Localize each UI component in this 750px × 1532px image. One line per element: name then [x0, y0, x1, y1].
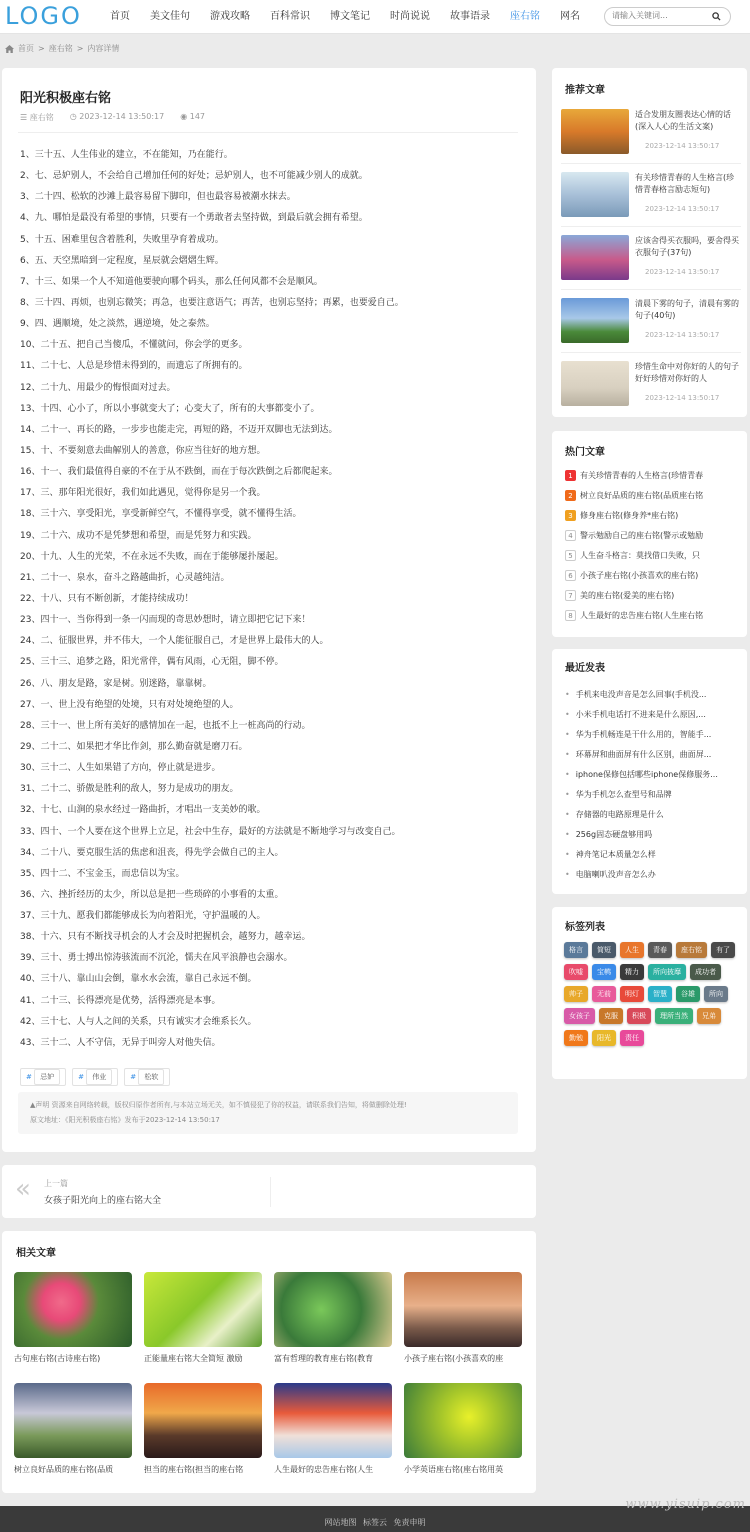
related-item[interactable]: [274, 1272, 392, 1364]
search-box: [604, 7, 731, 26]
latest-item[interactable]: • 华为手机怎么查型号和品牌: [565, 789, 672, 800]
tag-chip[interactable]: 积极: [627, 1008, 651, 1024]
article-line: 15、十、不要刻意去曲解别人的善意，你应当往好的地方想。: [20, 445, 266, 456]
recommend-item-title[interactable]: 适合发朋友圈表达心情的话(深入人心的生活文案): [635, 110, 731, 131]
tag-chip[interactable]: 所向披靡: [648, 964, 686, 980]
article-line: 32、十七、山涧的泉水经过一路曲折，才唱出一支美妙的歌。: [20, 805, 266, 816]
article-line: 30、三十二、人生如果错了方向，停止就是进步。: [20, 763, 221, 774]
article-body: [20, 145, 525, 1054]
hot-item-title[interactable]: 人生最好的忠告座右铭(人生座右铭: [580, 611, 704, 620]
article-line: 42、三十七、人与人之间的关系，只有诚实才会维系长久。: [20, 1016, 257, 1027]
tag-chip[interactable]: 谷雄: [676, 986, 700, 1002]
latest-item[interactable]: • 华为手机畅连是干什么用的，智能手...: [565, 729, 711, 740]
recommend-thumbnail[interactable]: [561, 172, 629, 217]
related-articles: [2, 1231, 536, 1493]
nav-item-home[interactable]: 首页: [110, 11, 130, 22]
nav-item-nicknames[interactable]: 网名: [560, 11, 580, 22]
recommend-item-title[interactable]: 应该舍得买衣服吗，要舍得买衣服句子(37句): [635, 236, 739, 257]
related-item-title[interactable]: 小学英语座右铭(座右铭用英: [404, 1465, 504, 1474]
article-line: 18、三十六、享受阳光，享受新鲜空气，不懂得享受，就不懂得生活。: [20, 509, 302, 520]
latest-panel: [552, 649, 747, 894]
article-line: 21、二十一、泉水，奋斗之路越曲折，心灵越纯洁。: [20, 572, 230, 583]
article-line: 33、四十、一个人要在这个世界上立足，社会中生存，最好的方法就是不断地学习与改变自己。: [20, 826, 401, 837]
article-line: 16、十一、我们最值得自豪的不在于从不跌倒，而在于每次跌倒之后都爬起来。: [20, 467, 338, 478]
rank-badge: 4: [565, 530, 576, 541]
latest-item[interactable]: • 手机来电没声音是怎么回事(手机没...: [565, 689, 706, 700]
related-item[interactable]: [404, 1383, 522, 1475]
source-link[interactable]: 原文地址：《阳光积极座右铭》发布于2023-12-14 13:50:17: [30, 1116, 220, 1124]
hot-title: 热门文章: [565, 447, 605, 458]
article-line: 27、一、世上没有绝望的处境，只有对处境绝望的人。: [20, 699, 239, 710]
article-line: 8、三十四、再烦，也别忘微笑；再急，也要注意语气；再苦，也别忘坚持；再累，也要爱自己。: [20, 297, 404, 308]
tag-chip[interactable]: 简短: [592, 942, 616, 958]
footer-tagcloud[interactable]: 标签云: [363, 1518, 387, 1527]
article-line: 31、二十二、骄傲是胜利的敌人，努力是成功的朋友。: [20, 784, 239, 795]
latest-item[interactable]: • 256g固态硬盘够用吗: [565, 829, 652, 840]
nav-item-prose[interactable]: 美文佳句: [150, 11, 190, 22]
tag-chip[interactable]: 有了: [711, 942, 735, 958]
tag-chip[interactable]: 青春: [648, 942, 672, 958]
double-chevron-left-icon: «: [15, 1174, 31, 1204]
prev-article-card[interactable]: [2, 1165, 536, 1218]
eye-icon: ◉: [180, 112, 190, 121]
hot-item[interactable]: [565, 610, 703, 621]
article-line: 6、五、天空黑暗到一定程度，星辰就会熠熠生辉。: [20, 255, 224, 266]
article-line: 41、二十三、长得漂亮是优势，活得漂亮是本事。: [20, 995, 221, 1006]
article-line: 35、四十二、不宝金玉，而忠信以为宝。: [20, 868, 185, 879]
tag-chip[interactable]: 格言: [564, 942, 588, 958]
tag-chip[interactable]: 勤勉: [564, 1030, 588, 1046]
recommend-item[interactable]: [561, 361, 741, 406]
divider: [561, 163, 741, 164]
tag-chip[interactable]: 人生: [620, 942, 644, 958]
recommend-thumbnail[interactable]: [561, 235, 629, 280]
tag-chip[interactable]: 所向: [704, 986, 728, 1002]
article-card: [2, 68, 536, 1152]
tag-chip[interactable]: 女孩子: [564, 1008, 595, 1024]
divider: [18, 132, 518, 133]
hot-item-title[interactable]: 修身座右铭(修身养*座右铭): [580, 511, 679, 520]
tag-chip[interactable]: 理所当然: [655, 1008, 693, 1024]
recommend-item-title[interactable]: 有关珍惜青春的人生格言(珍惜青春格言励志短句): [635, 173, 735, 194]
clock-icon: ◷: [69, 112, 80, 121]
article-line: 24、二、征服世界，并不伟大，一个人能征服自己，才是世界上最伟大的人。: [20, 636, 329, 647]
tagcloud-panel: [552, 907, 747, 1079]
related-item[interactable]: [14, 1383, 132, 1475]
article-line: 3、二十四、松软的沙滩上最容易留下脚印，但也最容易被潮水抹去。: [20, 192, 296, 203]
article-views: 147: [189, 112, 206, 121]
related-thumbnail[interactable]: [144, 1272, 262, 1347]
search-input[interactable]: [612, 11, 702, 20]
article-line: 7、十三、如果一个人不知道他要驶向哪个码头，那么任何风都不会是顺风。: [20, 276, 323, 287]
recommend-item-date: 2023-12-14 13:50:17: [645, 205, 720, 213]
tag-item[interactable]: # 松软: [124, 1068, 170, 1086]
tag-chip[interactable]: 阳光: [592, 1030, 616, 1046]
article-line: 25、三十三、追梦之路，阳光常伴，偶有风雨，心无阻，脚不停。: [20, 657, 284, 668]
related-item[interactable]: [144, 1383, 262, 1475]
latest-title: 最近发表: [565, 663, 605, 674]
latest-item[interactable]: • 存储器的电路原理是什么: [565, 809, 664, 820]
rank-badge: 3: [565, 510, 576, 521]
nav-item-fashion[interactable]: 时尚说说: [390, 11, 430, 22]
tag-chip[interactable]: 吹嘘: [564, 964, 588, 980]
nav-item-stories[interactable]: 故事语录: [450, 11, 490, 22]
related-item-title[interactable]: 正能量座右铭大全简短 激励: [144, 1354, 243, 1363]
related-thumbnail[interactable]: [144, 1383, 262, 1458]
article-line: 12、二十九、用最少的悔恨面对过去。: [20, 382, 176, 393]
recommend-title: 推荐文章: [565, 85, 605, 96]
hot-item[interactable]: [565, 570, 698, 581]
related-item-title[interactable]: 小孩子座右铭(小孩喜欢的座: [404, 1354, 504, 1363]
divider: [561, 226, 741, 227]
tag-chip[interactable]: 帅子: [564, 986, 588, 1002]
tag-chip[interactable]: 精力: [620, 964, 644, 980]
related-thumbnail[interactable]: [404, 1272, 522, 1347]
recommend-item[interactable]: [561, 172, 741, 217]
tag-cloud: [564, 942, 739, 1046]
article-line: 39、三十、勇士搏出惊涛骇流而不沉沦，懦夫在风平浪静也会溺水。: [20, 953, 293, 964]
tag-chip[interactable]: 克服: [599, 1008, 623, 1024]
article-line: 2、七、忌妒别人，不会给自己增加任何的好处；忌妒别人，也不可能减少别人的成就。: [20, 171, 368, 182]
recommend-thumbnail[interactable]: [561, 298, 629, 343]
prev-label: 上一篇: [44, 1179, 68, 1188]
tag-item[interactable]: # 伟业: [72, 1068, 118, 1086]
article-line: 17、三、那年阳光很好，我们如此遇见，觉得你是另一个我。: [20, 488, 266, 499]
article-date: 2023-12-14 13:50:17: [79, 112, 165, 121]
related-item[interactable]: [14, 1272, 132, 1364]
nav-item-notes[interactable]: 博文笔记: [330, 11, 370, 22]
tag-item[interactable]: # 忌妒: [20, 1068, 66, 1086]
hot-item[interactable]: [565, 550, 700, 561]
article-line: 36、六、挫折经历的太少，所以总是把一些琐碎的小事看的太重。: [20, 889, 284, 900]
nav-item-motto[interactable]: 座右铭: [510, 11, 540, 22]
home-icon: [5, 45, 14, 53]
latest-item[interactable]: • 电脑喇叭没声音怎么办: [565, 869, 656, 880]
article-title: 阳光积极座右铭: [20, 91, 112, 106]
article-line: 4、九、哪怕是最没有希望的事情，只要有一个勇敢者去坚持做，到最后就会拥有希望。: [20, 213, 368, 224]
article-line: 34、二十八、要克服生活的焦虑和沮丧，得先学会做自己的主人。: [20, 847, 284, 858]
divider: [270, 1177, 271, 1207]
tag-chip[interactable]: 明灯: [620, 986, 644, 1002]
article-line: 29、二十二、如果把才华比作剑，那么勤奋就是磨刀石。: [20, 741, 248, 752]
top-bar: [0, 0, 750, 34]
hot-item[interactable]: [565, 590, 674, 601]
tag-chip[interactable]: 兄弟: [697, 1008, 721, 1024]
latest-item[interactable]: • 环幕屏和曲面屏有什么区别，曲面屏...: [565, 749, 711, 760]
article-tags: [20, 1068, 170, 1086]
article-line: 14、二十一、再长的路，一步步也能走完，再短的路，不迈开双脚也无法到达。: [20, 424, 338, 435]
latest-item[interactable]: • 小米手机电话打不进来是什么原因,...: [565, 709, 706, 720]
hot-item-title[interactable]: 警示勉励自己的座右铭(警示或勉励: [580, 531, 704, 540]
related-thumbnail[interactable]: [274, 1272, 392, 1347]
breadcrumb: 首页 > 座右铭 > 内容详情: [5, 43, 119, 54]
recommend-item-title[interactable]: 清晨下雾的句子，清晨有雾的句子(40句): [635, 299, 739, 320]
recommend-panel: [552, 68, 747, 417]
tag-chip[interactable]: 无前: [592, 986, 616, 1002]
tag-chip[interactable]: 成功者: [690, 964, 721, 980]
related-item[interactable]: [144, 1272, 262, 1364]
rank-badge: 1: [565, 470, 576, 481]
article-line: 20、十九、人生的光荣，不在永远不失败，而在于能够屡扑屡起。: [20, 551, 284, 562]
related-item-title[interactable]: 担当的座右铭(担当的座右铭: [144, 1465, 244, 1474]
related-thumbnail[interactable]: [14, 1272, 132, 1347]
footer-disclaimer[interactable]: 免责申明: [393, 1518, 426, 1527]
recommend-item-date: 2023-12-14 13:50:17: [645, 394, 720, 402]
recommend-item[interactable]: [561, 298, 741, 343]
prev-title[interactable]: 女孩子阳光向上的座右铭大全: [44, 1196, 162, 1206]
hot-item-title[interactable]: 小孩子座右铭(小孩喜欢的座右铭): [580, 571, 699, 580]
rank-badge: 5: [565, 550, 576, 561]
breadcrumb-current: 内容详情: [87, 44, 120, 53]
site-logo[interactable]: LOGO: [5, 2, 82, 30]
recommend-item-date: 2023-12-14 13:50:17: [645, 268, 720, 276]
hot-item-title[interactable]: 美的座右铭(爱美的座右铭): [580, 591, 675, 600]
article-line: 23、四十一、当你得到一条一闪而现的奇思妙想时，请立即把它记下来！: [20, 615, 311, 626]
breadcrumb-home[interactable]: 首页: [18, 44, 34, 53]
tag-chip[interactable]: 座右铭: [676, 942, 707, 958]
article-line: 22、十八、只有不断创新，才能持续成功！: [20, 593, 194, 604]
recommend-thumbnail[interactable]: [561, 361, 629, 406]
rank-badge: 8: [565, 610, 576, 621]
footer-sitemap[interactable]: 网站地图: [324, 1518, 357, 1527]
latest-item[interactable]: • iphone保修包括哪些iphone保修服务...: [565, 769, 718, 780]
hot-item[interactable]: [565, 490, 703, 501]
hot-item-title[interactable]: 树立良好品质的座右铭(品质座右铭: [580, 491, 704, 500]
article-line: 10、二十五、把自己当傻瓜，不懂就问，你会学的更多。: [20, 340, 248, 351]
article-line: 28、三十一、世上所有美好的感情加在一起，也抵不上一桩高尚的行动。: [20, 720, 311, 731]
related-item-title[interactable]: 富有哲理的教育座右铭(教育: [274, 1354, 374, 1363]
article-line: 1、三十五、人生伟业的建立，不在能知，乃在能行。: [20, 150, 233, 160]
tagcloud-title: 标签列表: [565, 922, 605, 933]
article-line: 9、四、遇顺境，处之淡然，遇逆境，处之泰然。: [20, 319, 215, 330]
breadcrumb-category[interactable]: 座右铭: [48, 44, 73, 53]
article-line: 40、三十八、靠山山会倒，靠水水会流，靠自己永远不倒。: [20, 974, 257, 985]
recommend-item[interactable]: [561, 109, 741, 154]
article-meta: [20, 112, 205, 123]
search-icon[interactable]: [712, 12, 721, 21]
tag-chip[interactable]: 智慧: [648, 986, 672, 1002]
nav-item-encyclopedia[interactable]: 百科常识: [270, 11, 310, 22]
article-line: 19、二十六、成功不是凭梦想和希望，而是凭努力和实践。: [20, 530, 257, 541]
related-title: 相关文章: [16, 1248, 56, 1259]
hot-item[interactable]: [565, 470, 703, 481]
watermark: www.yisuip.com: [625, 1497, 746, 1512]
rank-badge: 2: [565, 490, 576, 501]
article-line: 38、十六、只有不断找寻机会的人才会及时把握机会，越努力，越幸运。: [20, 932, 311, 943]
related-item-title[interactable]: 古句座右铭(古诗座右铭): [14, 1354, 101, 1363]
related-thumbnail[interactable]: [274, 1383, 392, 1458]
hot-item-title[interactable]: 人生奋斗格言：莫找借口失败，只: [580, 551, 700, 560]
recommend-item-date: 2023-12-14 13:50:17: [645, 331, 720, 339]
rank-badge: 7: [565, 590, 576, 601]
rank-badge: 6: [565, 570, 576, 581]
recommend-thumbnail[interactable]: [561, 109, 629, 154]
related-thumbnail[interactable]: [404, 1383, 522, 1458]
article-line: 43、三十二、人不守信，无异于叫旁人对他失信。: [20, 1037, 221, 1048]
main-nav: [100, 0, 590, 34]
related-item-title[interactable]: 树立良好品质的座右铭(品质: [14, 1465, 114, 1474]
warning-icon: ▲: [30, 1101, 36, 1109]
list-icon: ☰: [20, 113, 30, 122]
nav-item-games[interactable]: 游戏攻略: [210, 11, 250, 22]
article-line: 5、十五、困难里包含着胜利，失败里孕育着成功。: [20, 234, 224, 245]
copyright-notice: ▲声明 资源来自网络转载，版权归原作者所有,与本站立场无关，如不慎侵犯了你的权益，请联系我们告知，将做删除处理! 原文地址：《阳光积极座右铭》发布于2023-12-14 13:50:17: [18, 1092, 518, 1134]
hot-panel: [552, 431, 747, 637]
related-item[interactable]: [274, 1383, 392, 1475]
article-line: 13、十四、心小了，所以小事就变大了；心变大了，所有的大事都变小了。: [20, 403, 320, 414]
related-item[interactable]: [404, 1272, 522, 1364]
article-line: 26、八、朋友是路，家是树。别迷路，靠靠树。: [20, 678, 212, 689]
latest-item[interactable]: • 神舟笔记本质量怎么样: [565, 849, 656, 860]
tag-chip[interactable]: 责任: [620, 1030, 644, 1046]
divider: [561, 352, 741, 353]
hot-item[interactable]: [565, 530, 703, 541]
related-item-title[interactable]: 人生最好的忠告座右铭(人生: [274, 1465, 374, 1474]
article-category[interactable]: 座右铭: [29, 113, 54, 122]
recommend-item-date: 2023-12-14 13:50:17: [645, 142, 720, 150]
related-thumbnail[interactable]: [14, 1383, 132, 1458]
divider: [561, 289, 741, 290]
recommend-item-title[interactable]: 珍惜生命中对你好的人的句子 好好珍惜对你好的人: [635, 362, 739, 383]
article-line: 37、三十九、愿我们都能够成长为向着阳光，守护温暖的人。: [20, 911, 266, 922]
tag-chip[interactable]: 宝鹌: [592, 964, 616, 980]
hot-item[interactable]: [565, 510, 678, 521]
recommend-item[interactable]: [561, 235, 741, 280]
article-line: 11、二十七、人总是珍惜未得到的，而遗忘了所拥有的。: [20, 361, 248, 372]
hot-item-title[interactable]: 有关珍惜青春的人生格言(珍惜青春: [580, 471, 704, 480]
